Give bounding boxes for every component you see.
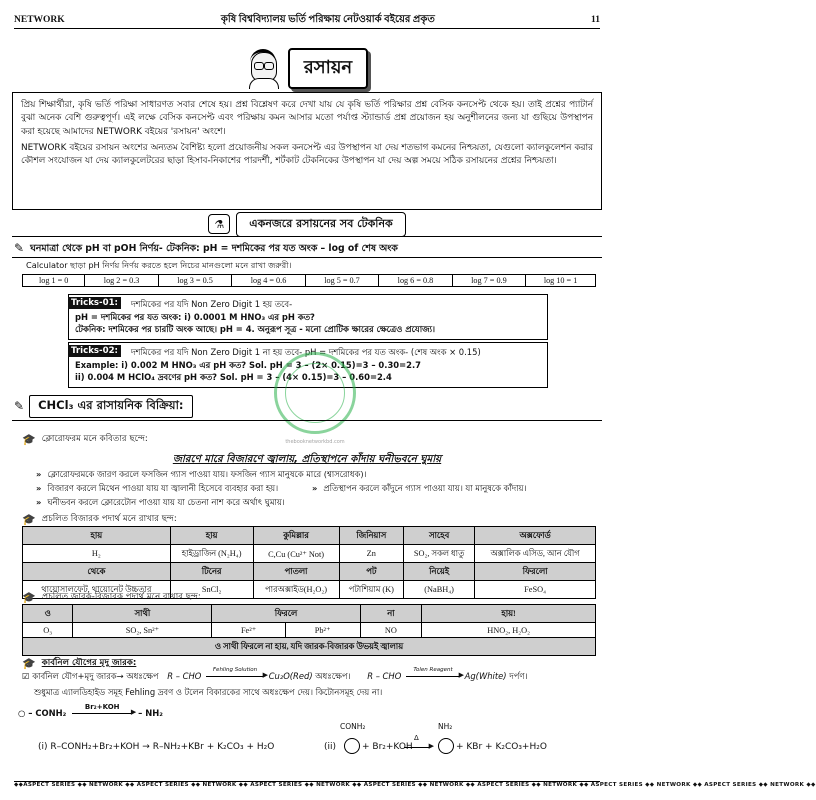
chcl3-subheading xyxy=(22,432,148,446)
log-cell: log 2 = 0.3 xyxy=(85,275,158,287)
chcl3-title: CHCl₃ এর রাসায়নিক বিক্রিয়া: xyxy=(29,395,192,418)
table-cell: SO₂, সকল ধাতু xyxy=(404,545,475,563)
eq-text: কার্বনিল যৌগ+মৃদু জারক→ অধঃক্ষেপ xyxy=(32,671,159,681)
chcl3-rhyme: জারণে মারে বিজারণে জ্বালায়, প্রতিস্থাপনে কাঁদায় ঘনীভবনে ঘুমায় xyxy=(172,454,442,465)
pencil-icon: ✎ xyxy=(14,241,25,255)
chcl3-point xyxy=(36,482,294,496)
section-title-row xyxy=(0,213,614,235)
double-arrow-icon: » xyxy=(36,483,42,493)
table-cell: হাইড্রাজিন (N₂H₄) xyxy=(170,545,253,563)
dual-table xyxy=(22,604,596,656)
table-cell: ফিরলে xyxy=(212,605,360,623)
table-cell: কুমিল্লার xyxy=(253,527,339,545)
table-cell: থেকে xyxy=(23,563,171,581)
checkbox-icon: ☑ xyxy=(22,671,30,681)
log-cell: log 6 = 0.8 xyxy=(379,275,452,287)
bullet-circle-icon: ○ xyxy=(18,708,26,718)
page-header xyxy=(14,12,600,29)
trick-line: টেকনিক: দশমিকের পর চারটি অংক আছে। pH = 4. অনুরূপ সূত্র - মনো প্রোটিক ক্ষারের ক্ষেত্রেও প্রযোজ্য। xyxy=(75,324,436,334)
scientist-illustration-icon xyxy=(246,48,280,88)
table-cell: Fe²⁺ xyxy=(212,623,285,638)
ph-heading-text: ঘনমাত্রা থেকে pH বা pOH নির্ণয়- টেকনিক: pH = দশমিকের পর যত অংক – log of শেষ অংক xyxy=(30,242,398,254)
graduation-cap-icon: 🎓 xyxy=(22,432,36,446)
intro-paragraph-1: প্রিয় শিক্ষার্থীরা, কৃষি ভর্তি পরিক্ষা সাধারণত সবার শেষে হয়। প্রশ্ন বিশ্লেষণ করে দেখা যায় যে কৃষি ভর্তি পরিক্ষার প্রশ্ন বেসিক কনসেপ্ট থেকে হয়। তাই প্রশ্নের প্যাটার্ন বুঝা অনেক বেশি গুরুত্বপূর্ণ। এই লক্ষে বেসিক কনসেপ্ট এবং পরিক্ষায় কমন আসার মতো পর্যাপ্ত স্ট্যান্ডার্ড প্রশ্ন প্রয়োজন হয় অনুশীলনের জন্য যা গুছিয়ে উপস্থাপন করা হয়েছে আমাদের NETWORK বইয়ের 'রসায়ন' অংশে। xyxy=(21,100,593,137)
hofmann-eq-2-label: (ii) xyxy=(324,742,337,752)
table-cell: না xyxy=(360,605,422,623)
reducing-subheading xyxy=(22,512,177,526)
trick-line: ii) 0.004 M HClO₄ দ্রবণের pH কত? Sol. pH = 3 – (4× 0.15)=3 – 0.60=2.4 xyxy=(75,372,392,382)
eq-text: R – CHO xyxy=(367,671,402,681)
table-cell: জিনিয়াস xyxy=(339,527,404,545)
table-cell: ও xyxy=(23,605,73,623)
log-cell: log 3 = 0.5 xyxy=(158,275,231,287)
carbonyl-sub-text: কার্বনিল যৌগের মৃদু জারক: xyxy=(41,658,137,668)
table-cell: Pb²⁺ xyxy=(285,623,360,638)
carbonyl-line-1 xyxy=(22,667,528,684)
reaction-arrow-icon: ▶ xyxy=(404,747,430,748)
hofmann-eq-2-tail: + KBr + K₂CO₃+H₂O xyxy=(456,742,547,752)
divider xyxy=(12,257,602,258)
trick-line: Example: i) 0.002 M HNO₃ এর pH কত? Sol. pH = 3 – (2× 0.15)=3 – 0.30=2.7 xyxy=(75,359,421,370)
table-cell: পট xyxy=(339,563,404,581)
graduation-cap-icon: 🎓 xyxy=(22,590,36,604)
table-cell: (NaBH₄) xyxy=(404,581,475,599)
dual-subheading xyxy=(22,590,201,604)
table-cell: পাতলা xyxy=(253,563,339,581)
table-cell: Zn xyxy=(339,545,404,563)
log-table xyxy=(22,274,596,287)
chcl3-sub-text: ক্লোরোফরম মনে কবিতার ছন্দে: xyxy=(41,434,148,444)
reducing-sub-text: প্রচলিত বিজারক পদার্থ মনে রাখার ছন্দ: xyxy=(41,514,177,524)
conh2-label: CONH₂ xyxy=(340,722,366,731)
reaction-arrow-icon: Fehling Solution ▶ xyxy=(206,676,264,677)
point-text: বিজারণ করলে মিথেন পাওয়া যায় যা জ্বালানী হিসেবে ব্যবহার করা হয়। xyxy=(47,483,279,493)
table-cell: হায়! xyxy=(422,605,596,623)
table-cell: নিয়েই xyxy=(404,563,475,581)
eq-text: – CONH₂ xyxy=(28,708,67,718)
double-arrow-icon: » xyxy=(36,469,42,479)
carbonyl-subheading xyxy=(22,656,136,670)
eq-text: R – CHO xyxy=(167,671,202,681)
graduation-cap-icon: 🎓 xyxy=(22,512,36,526)
point-text: প্রতিস্থাপন করলে কাঁদুনে গ্যাস পাওয়া যায়। যা মানুষকে কাঁদায়। xyxy=(323,483,527,493)
header-center: কৃষি বিশ্ববিদ্যালয় ভর্তি পরিক্ষায় নেটওয়ার্ক বইয়ের প্রকৃত xyxy=(220,13,435,25)
table-cell: ফিরলো xyxy=(475,563,596,581)
trick-line: pH = দশমিকের পর যত অংক: i) 0.0001 M HNO₃ এর pH কত? xyxy=(75,311,315,322)
reaction-arrow-icon: Br₂+KOH ▶ xyxy=(72,713,132,714)
table-cell: O₃ xyxy=(23,623,73,638)
table-cell: SnCl₂ xyxy=(170,581,253,599)
table-cell: সাথী xyxy=(73,605,212,623)
tricks-01-box xyxy=(68,294,548,340)
divider xyxy=(12,420,602,421)
log-cell: log 5 = 0.7 xyxy=(305,275,378,287)
dual-sub-text: প্রচলিত জারক-বিজারক পদার্থ মনে রাখার ছন্দ: xyxy=(41,592,201,602)
point-text: ক্লোরোফরমকে জারণ করলে ফসজিন গ্যাস পাওয়া যায়। ফসজিন গ্যাস মানুষকে মারে (শ্বাসরোধক)। xyxy=(47,469,367,479)
eq-text: অধঃক্ষেপ। xyxy=(315,671,351,681)
log-cell: log 4 = 0.6 xyxy=(232,275,305,287)
benzene-ring-icon xyxy=(344,738,360,754)
table-cell: অক্সফোর্ড xyxy=(475,527,596,545)
table-cell: SO₂, Sn²⁺ xyxy=(73,623,212,638)
chcl3-point xyxy=(36,468,600,482)
hofmann-rule xyxy=(18,703,163,718)
double-arrow-icon: » xyxy=(312,483,318,493)
trick-line: দশমিকের পর যদি Non Zero Digit 1 হয় তবে- xyxy=(131,299,293,309)
tricks-01-label: Tricks-01: xyxy=(68,297,121,309)
arrow-label: Fehling Solution xyxy=(212,667,258,673)
section-title: একনজরে রসায়নের সব টেকনিক xyxy=(236,212,405,237)
table-cell: পারঅক্সাইড(H₂O₂) xyxy=(253,581,339,599)
table-cell: ও সাথী ফিরলে না হায়, যদি জারক-বিজারক উভয়ই জ্বালায় xyxy=(23,638,596,656)
table-cell: HNO₂, H₂O₂ xyxy=(422,623,596,638)
watermark-url: thebooknetworkbd.com xyxy=(285,439,345,445)
tricks-02-label: Tricks-02: xyxy=(68,345,121,357)
trick-line: দশমিকের পর যদি Non Zero Digit 1 না হয় তবে- pH = দশমিকের পর যত অংক- (শেষ অংক × 0.15) xyxy=(131,347,481,357)
page-footer: ◆◆ASPECT SERIES ◆◆ NETWORK ◆◆ ASPECT SERIES ◆◆ NETWORK ◆◆ ASPECT SERIES ◆◆ NETWORK ◆◆ ASPECT SERIES ◆◆ NETWORK ◆◆ ASPECT SERIES ◆◆ NETWORK ◆◆ ASPECT SERIES ◆◆ NETWORK ◆◆ ASPECT SERIES ◆◆ NETWORK ◆◆ xyxy=(14,781,600,792)
reducing-table xyxy=(22,526,596,599)
heat-label: Δ xyxy=(414,734,419,742)
graduation-cap-icon: 🎓 xyxy=(22,656,36,670)
hofmann-eq-2-mid: + Br₂+KOH xyxy=(362,742,413,752)
divider xyxy=(12,236,602,237)
log-cell: log 7 = 0.9 xyxy=(452,275,525,287)
log-cell: log 10 = 1 xyxy=(526,275,596,287)
nh2-label: NH₂ xyxy=(438,722,453,731)
benzene-ring-icon xyxy=(438,738,454,754)
ph-note: Calculator ছাড়া pH নির্ণয় নির্ণয় করতে হলে নিচের মানগুলো মনে রাখা জরুরী। xyxy=(26,260,292,270)
chcl3-point xyxy=(312,482,600,496)
table-cell: অক্সালিক এসিড, আন যৌগ xyxy=(475,545,596,563)
flask-icon: ⚗ xyxy=(208,214,230,234)
table-cell: হায় xyxy=(170,527,253,545)
intro-paragraph-2: NETWORK বইয়ের রসায়ন অংশের অন্যতম বৈশিষ্ট্য হলো প্রয়োজনীয় সকল কনসেপ্ট এর উপস্থাপন যা দেয় শতভাগ কমনের নিশ্চয়তা, যেগুলো ক্যালকুলেশন করার কৌশল সংযোজন যা দেয় ক্যালকুলেটরের ছাড়া হিসাব-নিকাশের পারদর্শী, শর্টকাট টেকনিকের উপস্থাপন যা দেয় অল্প সময়ে সঠিক রসায়নের প্রশ্নের নিশ্চয়তা। xyxy=(21,142,593,167)
reaction-arrow-icon: Tolen Reagent ▶ xyxy=(406,676,460,677)
log-cell: log 1 = 0 xyxy=(23,275,85,287)
carbonyl-line-2: শুধুমাত্র এ্যালডিহাইড সমূহ Fehling দ্রবণ ও টলেন বিকারকের সাথে অধঃক্ষেপ দেয়। কিটোনসমূহ দেয় না। xyxy=(34,687,383,697)
chcl3-point xyxy=(36,496,600,510)
chapter-title: রসায়ন xyxy=(288,48,368,89)
ph-heading xyxy=(14,240,600,256)
watermark-logo-icon xyxy=(274,352,356,445)
intro-box xyxy=(12,92,602,210)
eq-text: Cu₂O(Red) xyxy=(268,671,313,681)
page-number: 11 xyxy=(591,15,600,25)
eq-text: Ag(White) xyxy=(464,671,507,681)
hofmann-eq-1: (i) R–CONH₂+Br₂+KOH → R–NH₂+KBr + K₂CO₃ + H₂O xyxy=(38,742,275,752)
table-cell: সাহেব xyxy=(404,527,475,545)
double-arrow-icon: » xyxy=(36,497,42,507)
point-text: ঘনীভবন করলে ক্লোরেটোন পাওয়া যায় যা চেতনা নাশ করে অর্থাৎ ঘুমায়। xyxy=(47,497,285,507)
table-cell: থায়োসালফেট, থায়োনেট উচ্চতার xyxy=(23,581,171,599)
chcl3-heading xyxy=(14,396,193,416)
table-cell: হায় xyxy=(23,527,171,545)
table-cell: C,Cu (Cu²⁺ Not) xyxy=(253,545,339,563)
arrow-label: Br₂+KOH xyxy=(84,703,120,711)
table-cell: H₂ xyxy=(23,545,171,563)
arrow-label: Tolen Reagent xyxy=(413,667,453,673)
table-cell: পটাশিয়াম (K) xyxy=(339,581,404,599)
table-cell: টিনের xyxy=(170,563,253,581)
header-left: NETWORK xyxy=(14,15,65,25)
chapter-title-row xyxy=(0,46,614,90)
eq-text: দর্পণ। xyxy=(509,671,528,681)
table-cell: NO xyxy=(360,623,422,638)
table-cell: FeSO₄ xyxy=(475,581,596,599)
pencil-icon: ✎ xyxy=(14,399,25,413)
eq-text: – NH₂ xyxy=(138,708,163,718)
